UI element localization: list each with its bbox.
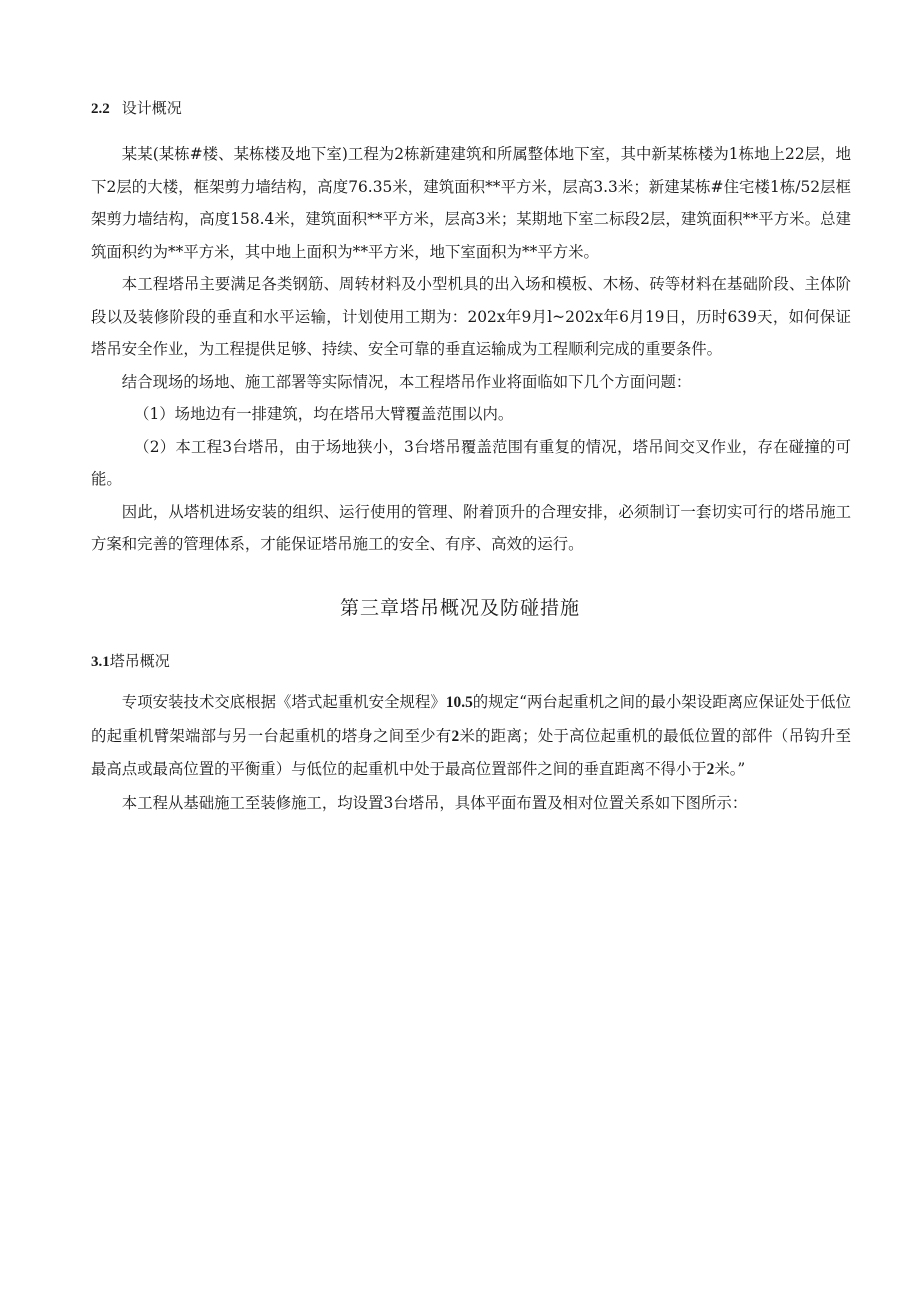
paragraph-project-overview: 某某(某栋#楼、某栋楼及地下室)工程为2栋新建建筑和所属整体地下室，其中新某栋楼为1栋地上22层，地下2层的大楼，框架剪力墙结构，高度76.35米，建筑面积**平方米，层高3.3米；新建某栋#住宅楼1栋/52层框架剪力墙结构，高度158.4米，建筑面积**平方米，层高3米；某期地下室二标段2层，建筑面积**平方米。总建筑面积约为**平方米，其中地上面积为**平方米，地下室面积为**平方米。 (91, 145, 851, 261)
text-run-bold: 2 (451, 727, 460, 745)
text-run-bold: 2 (706, 761, 715, 778)
chapter-title: 第三章塔吊概况及防碰措施 (339, 597, 580, 619)
paragraph-issue-2: （2）本工程3台塔吊，由于场地狭小，3台塔吊覆盖范围有重复的情况，塔吊间交叉作业，存在碰撞的可能。 (91, 437, 851, 488)
section-number: 3.1 (91, 654, 110, 670)
text-run: 米。” (714, 760, 746, 778)
section-3-1-body (91, 686, 851, 819)
section-number: 2.2 (91, 101, 110, 117)
paragraph-site-issues-intro: 结合现场的场地、施工部署等实际情况，本工程塔吊作业将面临如下几个方面问题： (121, 372, 692, 391)
text-run: 专项安装技术交底根据《塔式起重机安全规程》 (121, 693, 446, 711)
paragraph-safety-regulation (91, 686, 851, 787)
paragraph-crane-layout: 本工程从基础施工至装修施工，均设置3台塔吊，具体平面布置及相对位置关系如下图所示： (121, 793, 748, 812)
text-run: 米的距离；处于高位起重机的最低位置的部件（吊钩升至最高点或最高位置的平衡重）与低位的起重机中处于最高位置部件之间的垂直距离不得小于 (91, 726, 851, 778)
text-run: 的规定“两台起重机之间的最小架设距离应保证处于低位的起重机臂架端部与另一台起重机的塔身之间至少有 (91, 693, 851, 745)
paragraph-crane-purpose: 本工程塔吊主要满足各类钢筋、周转材料及小型机具的出入场和模板、木杨、砖等材料在基础阶段、主体阶段以及装修阶段的垂直和水平运输，计划使用工期为：202x年9月l~202x年6月19日，历时639天，如何保证塔吊安全作业，为工程提供足够、持续、安全可靠的垂直运输成为工程顺利完成的重要条件。 (91, 275, 851, 358)
paragraph-conclusion: 因此，从塔机进场安装的组织、运行使用的管理、附着顶升的合理安排，必须制订一套切实可行的塔吊施工方案和完善的管理体系，才能保证塔吊施工的安全、有序、高效的运行。 (91, 502, 851, 553)
section-3-1-heading (91, 649, 170, 674)
section-2-2-heading (91, 96, 182, 121)
text-run-bold: 10.5 (445, 694, 473, 711)
paragraph-issue-1: （1）场地边有一排建筑，均在塔吊大臂覆盖范围以内。 (134, 405, 514, 423)
section-title: 塔吊概况 (109, 652, 170, 670)
section-2-2-body (91, 138, 851, 561)
section-title: 设计概况 (121, 99, 182, 117)
